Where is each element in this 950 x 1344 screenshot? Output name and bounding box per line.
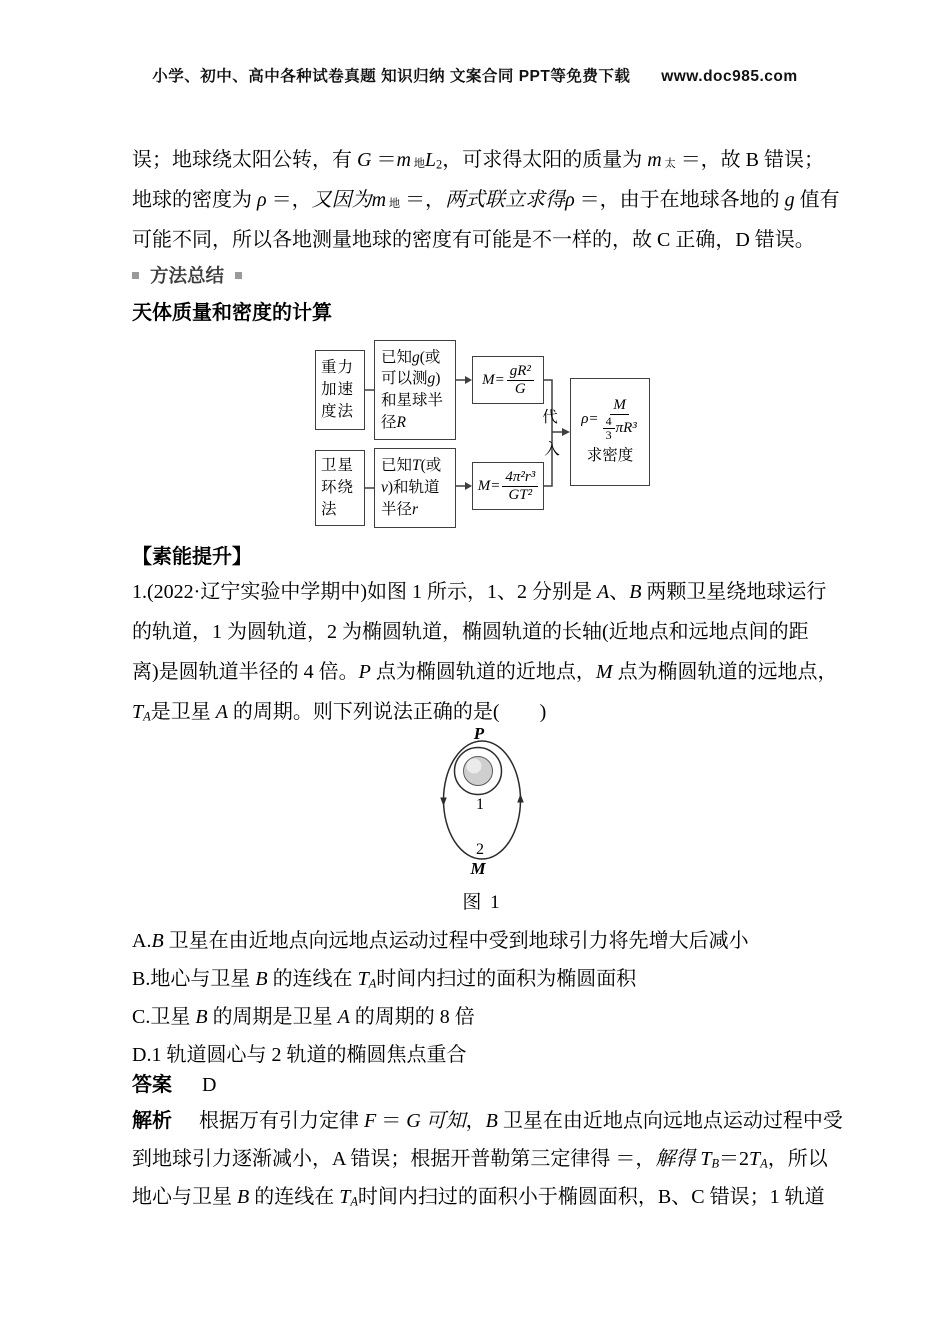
formula-m1-denominator: G (514, 380, 526, 397)
apogee-label: M (470, 859, 486, 878)
section-title: 天体质量和密度的计算 (132, 302, 332, 324)
solution-line-2: 地球的密度为 ρ ＝，又因为m 地 ＝，两式联立求得ρ ＝，由于在地球各地的 g 值有 (132, 189, 840, 211)
gravity-method-text: 重力加速度法 (321, 359, 355, 420)
answer-label: 答案 (132, 1074, 172, 1096)
question-line-3: 离)是圆轨道半径的 4 倍。P 点为椭圆轨道的近地点，M 点为椭圆轨道的远地点， (132, 661, 838, 683)
connector-label-char-2: 入 (544, 441, 560, 458)
satellite-method-text: 卫星环绕法 (321, 457, 355, 518)
option-a: A.B 卫星在由近地点向远地点运动过程中受到地球引力将先增大后减小 (132, 930, 749, 952)
formula-density-lhs: ρ= (581, 410, 599, 427)
solution-line-3: 可能不同，所以各地测量地球的密度有可能是不一样的，故 C 正确，D 错误。 (132, 229, 815, 251)
analysis-label: 解析 (132, 1110, 172, 1132)
analysis-block (132, 1102, 843, 1216)
flowchart-box-satellite-method (315, 450, 365, 526)
connector-label-char-1: 代 (542, 409, 558, 426)
perigee-label: P (473, 726, 485, 743)
answer-row (132, 1068, 216, 1097)
header-promo-text: 小学、初中、高中各种试卷真题 知识归纳 文案合同 PPT等免费下载 (152, 68, 631, 85)
flowchart-box-density-result (570, 378, 650, 486)
analysis-line-2: 到地球引力逐渐减小，A 错误；根据开普勒第三定律得 ＝，解得 TB＝2TA，所以 (132, 1148, 828, 1171)
known-g-text: 已知g(或可以测g)和星球半径R (381, 348, 444, 431)
solution-line-1: 误；地球绕太阳公转，有 G ＝m 地$L_2$，可求得太阳的质量为 m 太 ＝，故 B 错误； (132, 149, 825, 172)
formula-m1-numerator: gR² (507, 363, 534, 381)
answer-value: D (202, 1074, 217, 1096)
flowchart-box-formula-m1 (472, 356, 544, 404)
orbit-figure (387, 726, 577, 878)
method-summary-banner (132, 260, 242, 290)
figure-caption: 图 1 (462, 892, 502, 913)
density-den-frac-den: 3 (605, 427, 612, 442)
formula-m2-lhs: M= (477, 477, 501, 494)
analysis-line-1-text: 根据万有引力定律 F ＝ G 可知，B 卫星在由近地点向远地点运动过程中受 (199, 1110, 843, 1132)
square-bullet-icon (132, 272, 139, 279)
density-den-suffix: πR³ (615, 419, 637, 436)
flowchart-box-formula-m2 (472, 462, 544, 510)
option-c: C.卫星 B 的周期是卫星 A 的周期的 8 倍 (132, 1006, 475, 1028)
analysis-line-3: 地心与卫星 B 的连线在 TA时间内扫过的面积小于椭圆面积，B、C 错误；1 轨道 (132, 1186, 825, 1209)
orbit-1-label: 1 (476, 796, 484, 813)
orbit-2-label: 2 (476, 841, 484, 858)
options-list (132, 922, 832, 1074)
flowchart-box-known-t (374, 448, 456, 528)
density-result-label: 求密度 (586, 447, 634, 465)
flowchart-box-known-g (374, 340, 456, 440)
enhance-section-title: 【素能提升】 (132, 546, 252, 568)
question-line-1: 1.(2022·辽宁实验中学期中)如图 1 所示，1、2 分别是 A、B 两颗卫星绕地球运行 (132, 581, 827, 603)
orbit-direction-arrow-right (517, 794, 524, 803)
question-line-2: 的轨道，1 为圆轨道，2 为椭圆轨道，椭圆轨道的长轴(近地点和远地点间的距 (132, 621, 809, 643)
site-url-link[interactable]: www.doc985.com (661, 68, 798, 85)
flowchart-box-gravity-method (315, 350, 365, 430)
formula-density-numerator: M (610, 397, 629, 415)
analysis-line-1 (132, 1102, 843, 1140)
option-b: B.地心与卫星 B 的连线在 TA时间内扫过的面积为椭圆面积 (132, 968, 637, 991)
mass-density-flowchart (300, 338, 662, 538)
orbit-direction-arrow-left (440, 798, 447, 807)
method-summary-label: 方法总结 (150, 265, 225, 286)
question-line-4: TA是卫星 A 的周期。则下列说法正确的是( ) (132, 701, 547, 724)
earth-highlight (467, 759, 482, 774)
question-stem (132, 572, 838, 732)
solution-paragraph (132, 140, 840, 260)
orbit-figure-block (132, 726, 832, 914)
known-t-text: 已知T(或v)和轨道半径r (381, 457, 442, 518)
formula-m1-lhs: M= (482, 371, 505, 388)
option-d: D.1 轨道圆心与 2 轨道的椭圆焦点重合 (132, 1044, 467, 1066)
density-den-frac-num: 4 (603, 415, 615, 429)
site-header (0, 64, 950, 86)
formula-m2-denominator: GT² (508, 486, 533, 503)
formula-m2-numerator: 4π²r³ (502, 469, 538, 487)
square-bullet-icon (235, 272, 242, 279)
